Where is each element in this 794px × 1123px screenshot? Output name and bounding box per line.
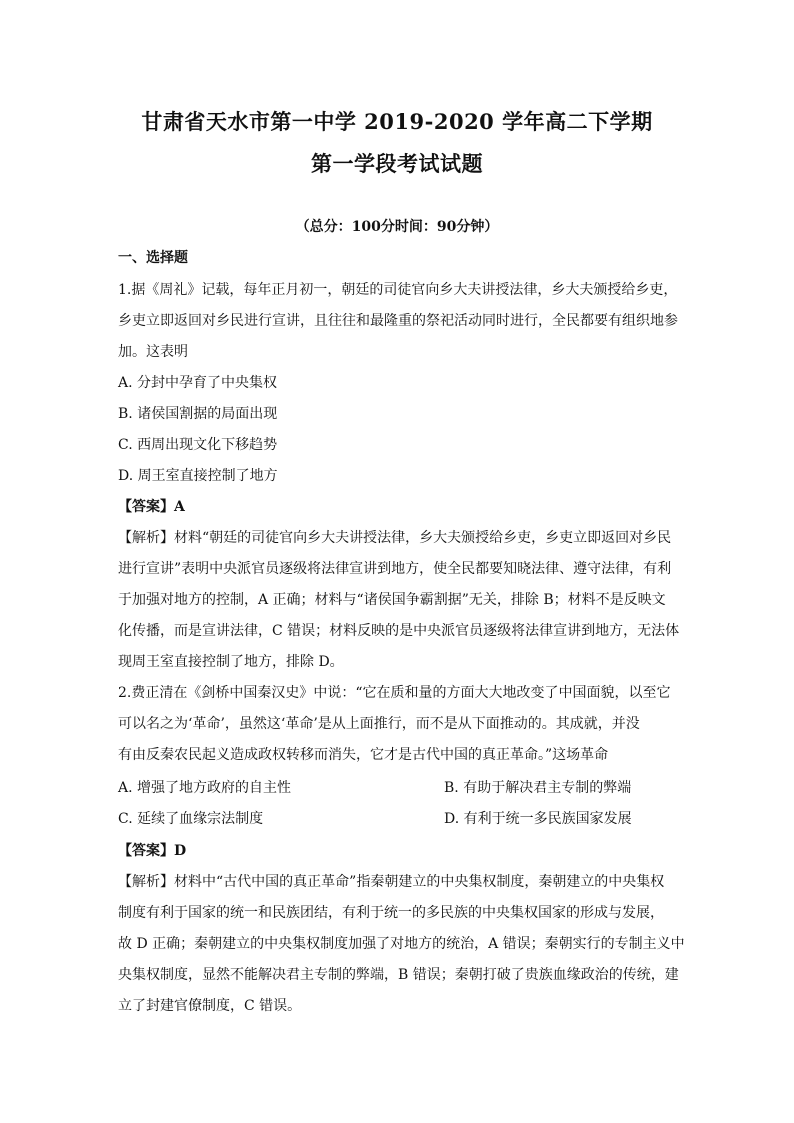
q2-analysis-line: 立了封建官僚制度，C 错误。 xyxy=(118,998,302,1014)
q1-answer: 【答案】A xyxy=(118,499,185,515)
q2-analysis-line: 【解析】材料中“古代中国的真正革命”指秦朝建立的中央集权制度，秦朝建立的中央集权 xyxy=(118,874,665,890)
q1-stem-line: 加。这表明 xyxy=(118,344,188,360)
q2-analysis-line: 故 D 正确；秦朝建立的中央集权制度加强了对地方的统治，A 错误；秦朝实行的专制主义中 xyxy=(118,936,685,952)
q1-option-d: D. 周王室直接控制了地方 xyxy=(118,468,278,484)
q2-stem-line: 可以名之为‘革命’，虽然这‘革命’是从上面推行，而不是从下面推动的。其成就，并没 xyxy=(118,716,640,732)
q2-option-d: D. 有利于统一多民族国家发展 xyxy=(444,811,632,827)
q1-option-c: C. 西周出现文化下移趋势 xyxy=(118,437,278,453)
q1-analysis-line: 【解析】材料“朝廷的司徒官向乡大夫讲授法律，乡大夫颁授给乡吏，乡吏立即返回对乡民 xyxy=(118,530,672,546)
q1-option-b: B. 诸侯国割据的局面出现 xyxy=(118,406,278,422)
q2-option-a: A. 增强了地方政府的自主性 xyxy=(118,780,292,796)
q1-analysis-line: 现周王室直接控制了地方，排除 D。 xyxy=(118,654,344,670)
q1-analysis-line: 化传播，而是宣讲法律，C 错误；材料反映的是中央派官员逐级将法律宣讲到地方，无法体 xyxy=(118,623,680,639)
q1-analysis-line: 进行宣讲”表明中央派官员逐级将法律宣讲到地方，使全民都要知晓法律、遵守法律，有利 xyxy=(118,561,672,577)
document-title: 甘肃省天水市第一中学 2019-2020 学年高二下学期 xyxy=(141,109,653,134)
exam-info: （总分：100分时间：90分钟） xyxy=(295,219,499,235)
q2-stem-line: 2.费正清在《剑桥中国秦汉史》中说：“它在质和量的方面大大地改变了中国面貌，以至它 xyxy=(118,685,671,701)
q2-analysis-line: 制度有利于国家的统一和民族团结，有利于统一的多民族的中央集权国家的形成与发展， xyxy=(118,905,664,921)
q2-stem-line: 有由反秦农民起义造成政权转移而消失，它才是古代中国的真正革命。”这场革命 xyxy=(118,747,609,763)
q2-option-c: C. 延续了血缘宗法制度 xyxy=(118,811,264,827)
q1-stem-line: 1.据《周礼》记载，每年正月初一，朝廷的司徒官向乡大夫讲授法律，乡大夫颁授给乡吏， xyxy=(118,282,678,298)
q1-analysis-line: 于加强对地方的控制，A 正确；材料与“诸侯国争霸割据”无关，排除 B；材料不是反映文 xyxy=(118,592,666,608)
q1-option-a: A. 分封中孕育了中央集权 xyxy=(118,375,278,391)
q2-option-b: B. 有助于解决君主专制的弊端 xyxy=(444,780,632,796)
q2-answer: 【答案】D xyxy=(118,843,187,859)
q2-analysis-line: 央集权制度，显然不能解决君主专制的弊端，B 错误；秦朝打破了贵族血缘政治的传统，建 xyxy=(118,967,679,983)
section-heading: 一、选择题 xyxy=(118,250,188,266)
document-subtitle: 第一学段考试试题 xyxy=(311,151,483,176)
q1-stem-line: 乡吏立即返回对乡民进行宣讲，且往往和最隆重的祭祀活动同时进行，全民都要有组织地参 xyxy=(118,313,678,329)
